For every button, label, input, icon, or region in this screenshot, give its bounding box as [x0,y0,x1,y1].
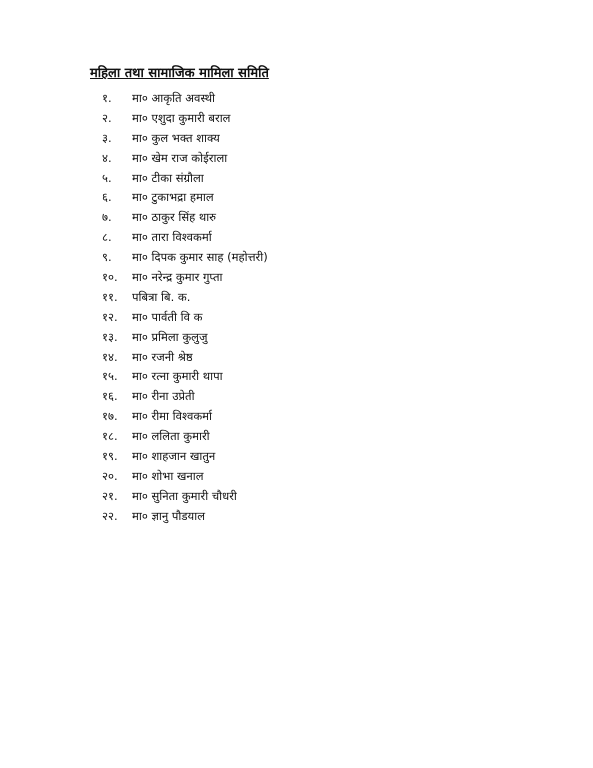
item-number: १९. [102,449,118,464]
member-name: मा० नरेन्द्र कुमार गुप्ता [132,270,223,285]
list-item [0,188,593,208]
list-item [0,407,593,427]
member-name: मा० पार्वती वि क [132,309,203,324]
list-item [0,248,593,268]
list-item [0,228,593,248]
member-name: मा० शोभा खनाल [132,468,204,483]
list-item [0,308,593,328]
list-item [0,328,593,348]
committee-title: महिला तथा सामाजिक मामिला समिति [90,66,269,81]
item-number: १३. [102,329,118,344]
item-number: २१. [102,488,118,503]
list-item [0,288,593,308]
list-item [0,387,593,407]
item-number: ३. [102,130,112,145]
member-list [0,89,593,527]
member-name: मा० प्रमिला कुलुजु [132,329,208,344]
list-item [0,109,593,129]
item-number: १७. [102,409,118,424]
item-number: १४. [102,349,118,364]
member-name: मा० ललिता कुमारी [132,429,210,444]
item-number: २०. [102,468,118,483]
member-name: मा० रत्ना कुमारी थापा [132,369,223,384]
member-name: मा० दिपक कुमार साह (महोत्तरी) [132,250,268,265]
item-number: ५. [102,170,112,185]
member-name: मा० ठाकुर सिंह थारु [132,210,217,225]
item-number: २. [102,110,112,125]
item-number: ६. [102,190,112,205]
member-name: मा० आकृति अवस्थी [132,91,216,105]
item-number: ४. [102,150,112,165]
member-name: पबित्रा बि. क. [132,289,191,304]
list-item [0,89,593,109]
list-item [0,208,593,228]
list-item [0,129,593,149]
list-item [0,268,593,288]
list-item [0,427,593,447]
member-name: मा० ज्ञानु पौडयाल [132,508,205,523]
list-item [0,447,593,467]
item-number: १८. [102,429,118,444]
item-number: ९. [102,250,112,265]
member-name: मा० रजनी श्रेष्ठ [132,349,193,364]
item-number: १. [102,91,112,105]
member-name: मा० शाहजान खातुन [132,449,216,464]
item-number: २२. [102,508,118,523]
list-item [0,169,593,189]
member-name: मा० एशुदा कुमारी बराल [132,110,231,125]
list-item [0,348,593,368]
item-number: १०. [102,270,118,285]
member-name: मा० टीका संग्रौला [132,170,204,185]
member-name: मा० रीना उप्रेती [132,389,195,404]
member-name: मा० रीमा विश्वकर्मा [132,409,213,424]
member-name: मा० टुकाभद्रा हमाल [132,190,214,205]
list-item [0,149,593,169]
list-item [0,467,593,487]
member-name: मा० तारा विश्वकर्मा [132,230,212,245]
item-number: ७. [102,210,112,225]
list-item [0,367,593,387]
list-item [0,487,593,507]
member-name: मा० कुल भक्त शाक्य [132,130,220,145]
item-number: १५. [102,369,118,384]
member-name: मा० खेम राज कोईराला [132,150,228,165]
list-item [0,507,593,527]
item-number: ८. [102,230,112,245]
item-number: १२. [102,309,118,324]
member-name: मा० सुनिता कुमारी चौधरी [132,488,237,503]
item-number: ११. [102,289,118,304]
item-number: १६. [102,389,118,404]
